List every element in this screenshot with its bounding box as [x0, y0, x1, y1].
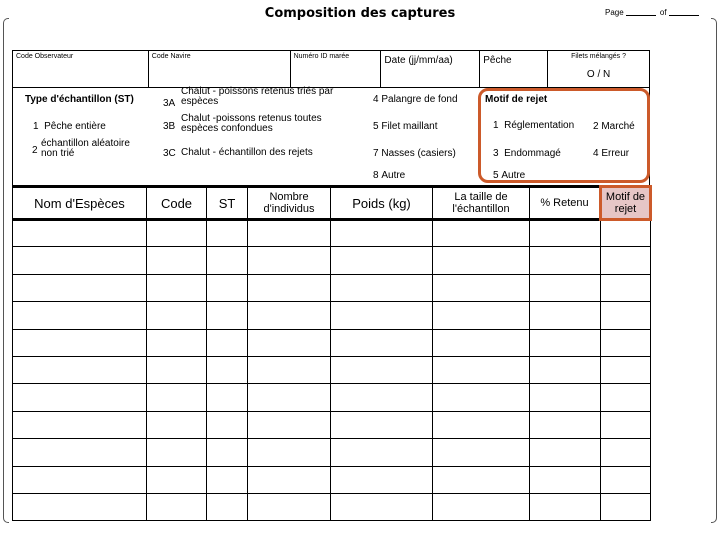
observer-code-field: Code Observateur	[13, 51, 149, 88]
yes-no-options: O / N	[586, 69, 611, 80]
column-header-retained: % Retenu	[530, 187, 601, 220]
table-cell[interactable]	[13, 411, 147, 438]
table-cell[interactable]	[147, 247, 207, 274]
column-header-weight: Poids (kg)	[331, 187, 433, 220]
table-cell[interactable]	[601, 220, 651, 247]
table-cell[interactable]	[331, 356, 433, 383]
table-cell[interactable]	[530, 302, 601, 329]
table-cell[interactable]	[433, 356, 530, 383]
gear-item: 5 Filet maillant	[373, 121, 438, 132]
sample-type-code: 2	[32, 145, 38, 156]
page-label: Page	[605, 8, 624, 17]
table-cell[interactable]	[248, 384, 331, 411]
discard-reason-heading: Motif de rejet	[485, 94, 548, 105]
table-cell[interactable]	[601, 247, 651, 274]
table-cell[interactable]	[13, 384, 147, 411]
table-cell[interactable]	[207, 329, 248, 356]
table-cell[interactable]	[601, 302, 651, 329]
form-title: Composition des captures	[264, 6, 456, 21]
table-cell[interactable]	[13, 302, 147, 329]
table-cell[interactable]	[248, 411, 331, 438]
table-cell[interactable]	[13, 329, 147, 356]
page-total-blank	[669, 15, 699, 16]
table-cell[interactable]	[331, 439, 433, 466]
table-cell[interactable]	[147, 356, 207, 383]
table-cell[interactable]	[207, 220, 248, 247]
page-number-field	[605, 8, 701, 17]
mixed-nets-field: Filets mélangés ? O / N	[548, 51, 650, 88]
column-header-count: Nombre d'individus	[248, 187, 331, 220]
table-cell[interactable]	[530, 329, 601, 356]
vessel-code-field: Code Navire	[149, 51, 291, 88]
gear-item: 7 Nasses (casiers)	[373, 148, 456, 159]
table-cell[interactable]	[331, 384, 433, 411]
sample-type-label: échantillon aléatoire non trié	[41, 138, 130, 159]
table-row	[13, 384, 651, 411]
table-cell[interactable]	[530, 274, 601, 301]
table-cell[interactable]	[601, 411, 651, 438]
table-cell[interactable]	[530, 356, 601, 383]
of-label: of	[659, 8, 667, 17]
table-cell[interactable]	[433, 411, 530, 438]
table-cell[interactable]	[530, 493, 601, 520]
date-field: Date (jj/mm/aa)	[381, 51, 480, 88]
gear-item: 4 Palangre de fond	[373, 94, 458, 105]
sample-type-label: Chalut - échantillon des rejets	[181, 147, 313, 158]
table-cell[interactable]	[147, 274, 207, 301]
table-cell[interactable]	[13, 274, 147, 301]
table-cell[interactable]	[207, 247, 248, 274]
sample-type-code: 3B	[163, 121, 176, 132]
table-row	[13, 493, 651, 520]
table-cell[interactable]	[433, 384, 530, 411]
table-cell[interactable]	[147, 493, 207, 520]
table-cell[interactable]	[601, 493, 651, 520]
table-cell[interactable]	[13, 356, 147, 383]
table-row	[13, 302, 651, 329]
table-cell[interactable]	[207, 411, 248, 438]
table-header-row	[13, 187, 651, 220]
table-cell[interactable]	[433, 247, 530, 274]
table-row	[13, 411, 651, 438]
table-cell[interactable]	[433, 466, 530, 493]
table-row	[13, 329, 651, 356]
table-cell[interactable]	[331, 302, 433, 329]
table-cell[interactable]	[530, 247, 601, 274]
table-cell[interactable]	[433, 220, 530, 247]
table-cell[interactable]	[248, 274, 331, 301]
table-row	[13, 274, 651, 301]
table-cell[interactable]	[248, 466, 331, 493]
column-header-sample-size: La taille de l'échantillon	[433, 187, 530, 220]
table-cell[interactable]	[331, 247, 433, 274]
table-row	[13, 439, 651, 466]
table-cell[interactable]	[530, 220, 601, 247]
table-cell[interactable]	[207, 356, 248, 383]
table-cell[interactable]	[207, 493, 248, 520]
table-cell[interactable]	[207, 384, 248, 411]
table-cell[interactable]	[207, 439, 248, 466]
table-cell[interactable]	[433, 493, 530, 520]
table-cell[interactable]	[248, 247, 331, 274]
sample-type-item: 1 Pêche entière	[33, 121, 106, 132]
discard-reason-item: 2 Marché	[593, 121, 635, 132]
column-header-species: Nom d'Espèces	[13, 187, 147, 220]
table-cell[interactable]	[530, 439, 601, 466]
table-cell[interactable]	[13, 220, 147, 247]
discard-reason-item: 3 Endommagé	[493, 148, 561, 159]
table-cell[interactable]	[433, 329, 530, 356]
table-cell[interactable]	[601, 439, 651, 466]
page-number-blank	[626, 15, 656, 16]
table-cell[interactable]	[331, 493, 433, 520]
table-cell[interactable]	[207, 274, 248, 301]
table-cell[interactable]	[147, 411, 207, 438]
table-row	[13, 220, 651, 247]
trip-header-fields	[12, 50, 650, 88]
table-cell[interactable]	[13, 439, 147, 466]
column-header-st: ST	[207, 187, 248, 220]
table-cell[interactable]	[433, 274, 530, 301]
column-header-code: Code	[147, 187, 207, 220]
table-row	[13, 247, 651, 274]
table-cell[interactable]	[601, 384, 651, 411]
discard-reason-item: 4 Erreur	[593, 148, 630, 159]
table-cell[interactable]	[530, 384, 601, 411]
table-cell[interactable]	[248, 220, 331, 247]
table-row	[13, 466, 651, 493]
table-cell[interactable]	[331, 274, 433, 301]
trip-id-field: Numéro ID marée	[291, 51, 382, 88]
table-cell[interactable]	[207, 466, 248, 493]
discard-reason-highlight	[478, 88, 650, 183]
table-cell[interactable]	[601, 466, 651, 493]
table-cell[interactable]	[530, 466, 601, 493]
table-cell[interactable]	[147, 466, 207, 493]
column-header-discard-reason: Motif de rejet	[601, 187, 651, 220]
sample-type-label: Chalut - poissons retenus triés par espèces	[181, 86, 334, 107]
fishing-field: Pêche	[480, 51, 548, 88]
page-edge-right	[711, 18, 717, 523]
table-cell[interactable]	[331, 466, 433, 493]
table-cell[interactable]	[331, 329, 433, 356]
sample-type-code: 3C	[163, 148, 176, 159]
table-cell[interactable]	[433, 302, 530, 329]
table-cell[interactable]	[248, 356, 331, 383]
table-cell[interactable]	[601, 274, 651, 301]
discard-reason-item: 1 Réglementation	[493, 120, 575, 131]
table-cell[interactable]	[331, 220, 433, 247]
discard-reason-item: 5 Autre	[493, 170, 526, 181]
table-cell[interactable]	[248, 329, 331, 356]
sample-type-label: Chalut -poissons retenus toutes espèces confondues	[181, 113, 322, 134]
table-cell[interactable]	[147, 302, 207, 329]
table-cell[interactable]	[601, 329, 651, 356]
table-cell[interactable]	[433, 439, 530, 466]
table-cell[interactable]	[13, 466, 147, 493]
sample-type-heading: Type d'échantillon (ST)	[25, 94, 134, 105]
table-row	[13, 356, 651, 383]
table-cell[interactable]	[248, 302, 331, 329]
table-cell[interactable]	[147, 220, 207, 247]
table-cell[interactable]	[207, 302, 248, 329]
catch-composition-table	[12, 185, 652, 521]
table-cell[interactable]	[147, 384, 207, 411]
table-cell[interactable]	[147, 329, 207, 356]
table-cell[interactable]	[248, 439, 331, 466]
table-cell[interactable]	[601, 356, 651, 383]
table-cell[interactable]	[530, 411, 601, 438]
table-cell[interactable]	[13, 493, 147, 520]
table-cell[interactable]	[147, 439, 207, 466]
table-cell[interactable]	[248, 493, 331, 520]
sample-type-code: 3A	[163, 98, 176, 109]
gear-item: 8 Autre	[373, 170, 406, 181]
table-cell[interactable]	[331, 411, 433, 438]
table-cell[interactable]	[13, 247, 147, 274]
page-edge-left	[3, 18, 9, 523]
